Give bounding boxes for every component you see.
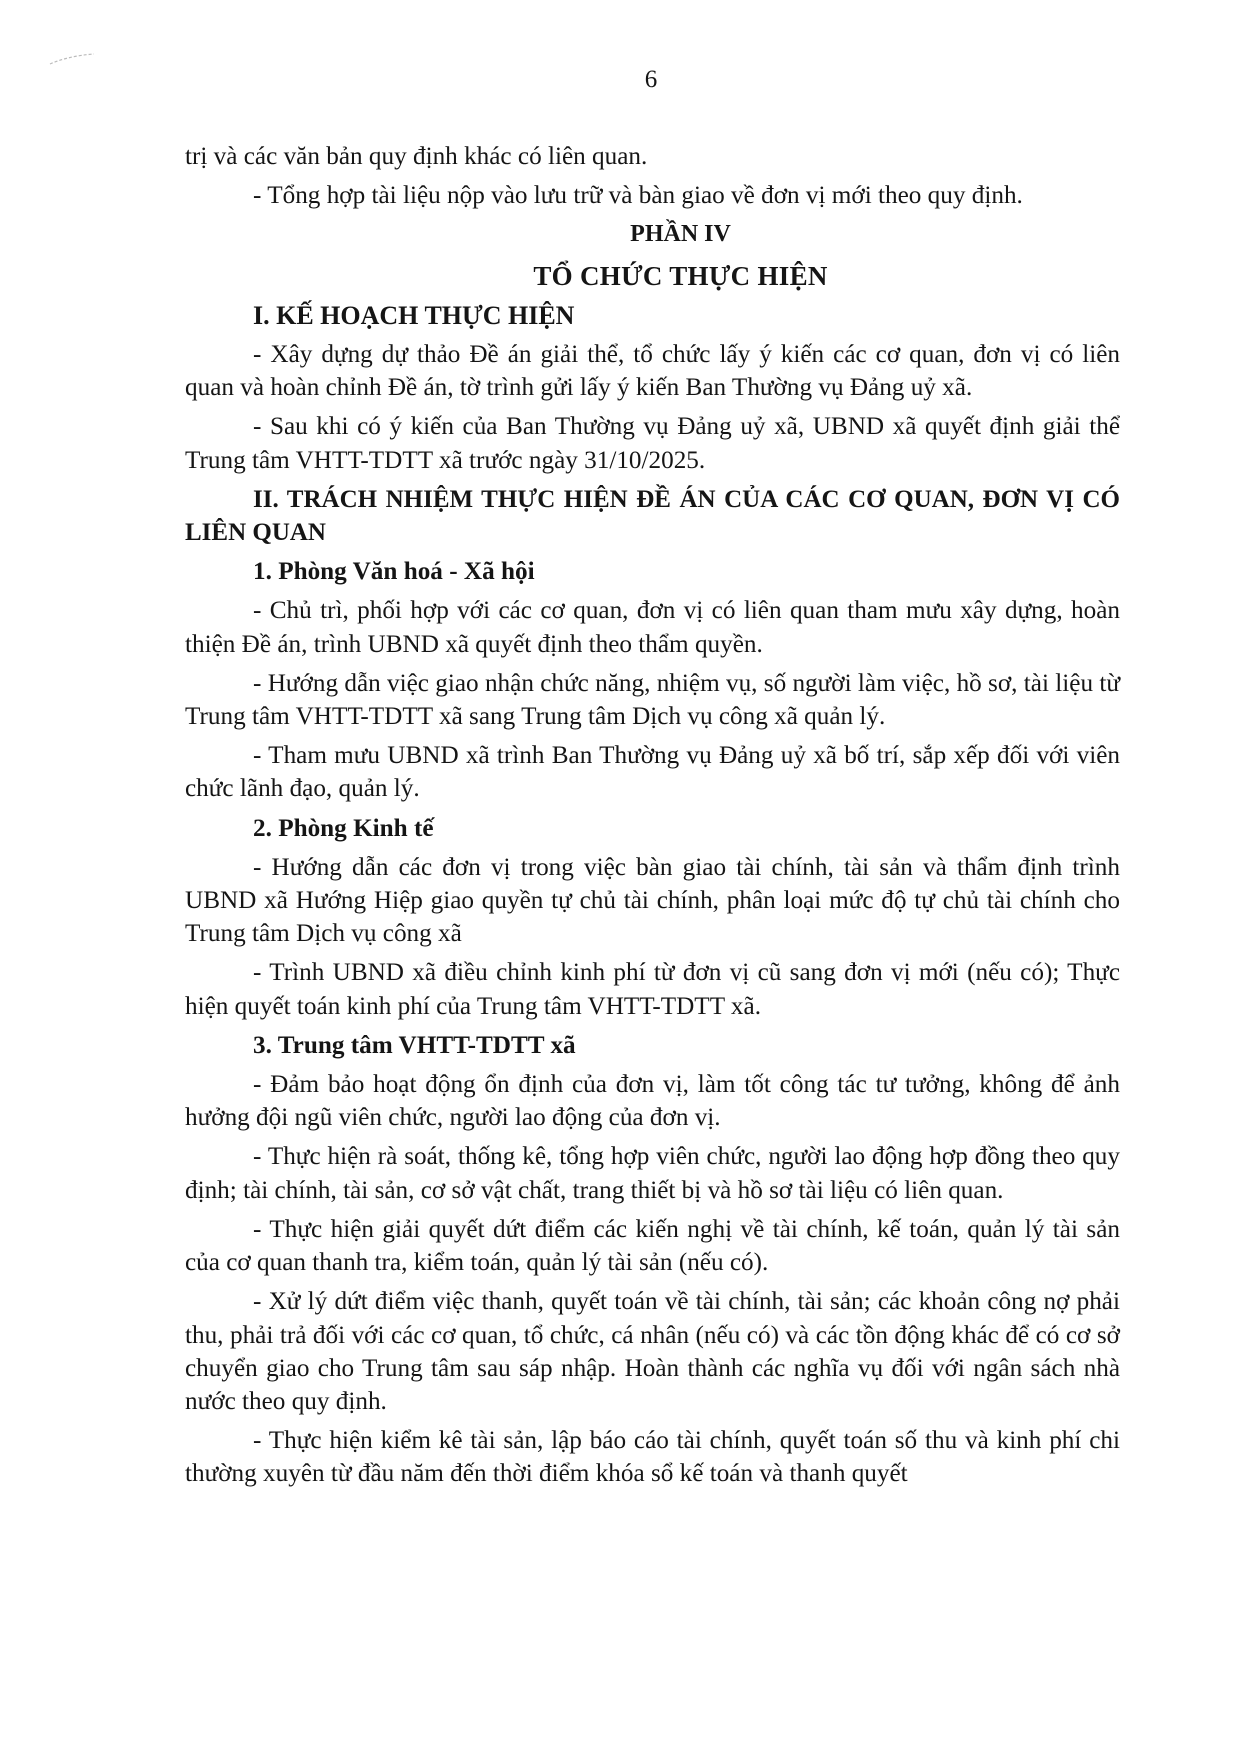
paragraph: - Xây dựng dự thảo Đề án giải thể, tổ chức lấy ý kiến các cơ quan, đơn vị có liên quan và hoàn chỉnh Đề án, tờ trình gửi lấy ý kiến Ban Thường vụ Đảng uỷ xã. [185, 341, 1120, 402]
paragraph: - Trình UBND xã điều chỉnh kinh phí từ đơn vị cũ sang đơn vị mới (nếu có); Thực hiện quyết toán kinh phí của Trung tâm VHTT-TDTT xã. [185, 959, 1120, 1020]
paragraph: - Hướng dẫn các đơn vị trong việc bàn giao tài chính, tài sản và thẩm định trình UBND xã Hướng Hiệp giao quyền tự chủ tài chính, phân loại mức độ tự chủ tài chính cho Trung tâm Dịch vụ công xã [185, 853, 1120, 948]
paragraph: - Tham mưu UBND xã trình Ban Thường vụ Đảng uỷ xã bố trí, sắp xếp đối với viên chức lãnh đạo, quản lý. [185, 742, 1120, 803]
subsection-heading-economy: 2. Phòng Kinh tế [253, 814, 434, 842]
subsection-heading-culture: 1. Phòng Văn hoá - Xã hội [253, 558, 535, 586]
paragraph: - Hướng dẫn việc giao nhận chức năng, nhiệm vụ, số người làm việc, hồ sơ, tài liệu từ Trung tâm VHTT-TDTT xã sang Trung tâm Dịch vụ công xã quản lý. [185, 669, 1120, 731]
paragraph: - Thực hiện kiểm kê tài sản, lập báo cáo tài chính, quyết toán số thu và kinh phí chi thường xuyên từ đầu năm đến thời điểm khóa sổ kế toán và thanh quyết [185, 1427, 1120, 1488]
scan-mark [48, 52, 98, 66]
paragraph: - Thực hiện rà soát, thống kê, tổng hợp viên chức, người lao động hợp đồng theo quy định; tài chính, tài sản, cơ sở vật chất, trang thiết bị và hồ sơ tài liệu có liên quan. [185, 1143, 1120, 1204]
paragraph: - Xử lý dứt điểm việc thanh, quyết toán về tài chính, tài sản; các khoản công nợ phải thu, phải trả đối với các cơ quan, tổ chức, cá nhân (nếu có) và các tồn động khác để có cơ sở chuyển giao cho Trung tâm sau sáp nhập. Hoàn thành các nghĩa vụ đối với ngân sách nhà nước theo quy định. [185, 1288, 1120, 1415]
section-heading-responsibilities: II. TRÁCH NHIỆM THỰC HIỆN ĐỀ ÁN CỦA CÁC CƠ QUAN, ĐƠN VỊ CÓ LIÊN QUAN [185, 485, 1120, 547]
paragraph-continuation: trị và các văn bản quy định khác có liên quan. [185, 143, 648, 170]
paragraph: - Sau khi có ý kiến của Ban Thường vụ Đảng uỷ xã, UBND xã quyết định giải thể Trung tâm VHTT-TDTT xã trước ngày 31/10/2025. [185, 413, 1120, 474]
paragraph: - Đảm bảo hoạt động ổn định của đơn vị, làm tốt công tác tư tưởng, không để ảnh hưởng đội ngũ viên chức, người lao động của đơn vị. [185, 1071, 1120, 1132]
part-title: PHẦN IV [630, 221, 731, 248]
paragraph: - Chủ trì, phối hợp với các cơ quan, đơn vị có liên quan tham mưu xây dựng, hoàn thiện Đề án, trình UBND xã quyết định theo thẩm quyền. [185, 597, 1120, 658]
document-body [185, 140, 1120, 1491]
paragraph: - Tổng hợp tài liệu nộp vào lưu trữ và bàn giao về đơn vị mới theo quy định. [253, 182, 1023, 210]
page-number: 6 [644, 66, 658, 93]
section-heading-plan: I. KẾ HOẠCH THỰC HIỆN [253, 300, 575, 330]
paragraph: - Thực hiện giải quyết dứt điểm các kiến nghị về tài chính, kế toán, quản lý tài sản của cơ quan thanh tra, kiểm toán, quản lý tài sản (nếu có). [185, 1215, 1120, 1277]
subsection-heading-center: 3. Trung tâm VHTT-TDTT xã [253, 1031, 576, 1059]
part-subtitle: TỔ CHỨC THỰC HIỆN [533, 260, 828, 291]
